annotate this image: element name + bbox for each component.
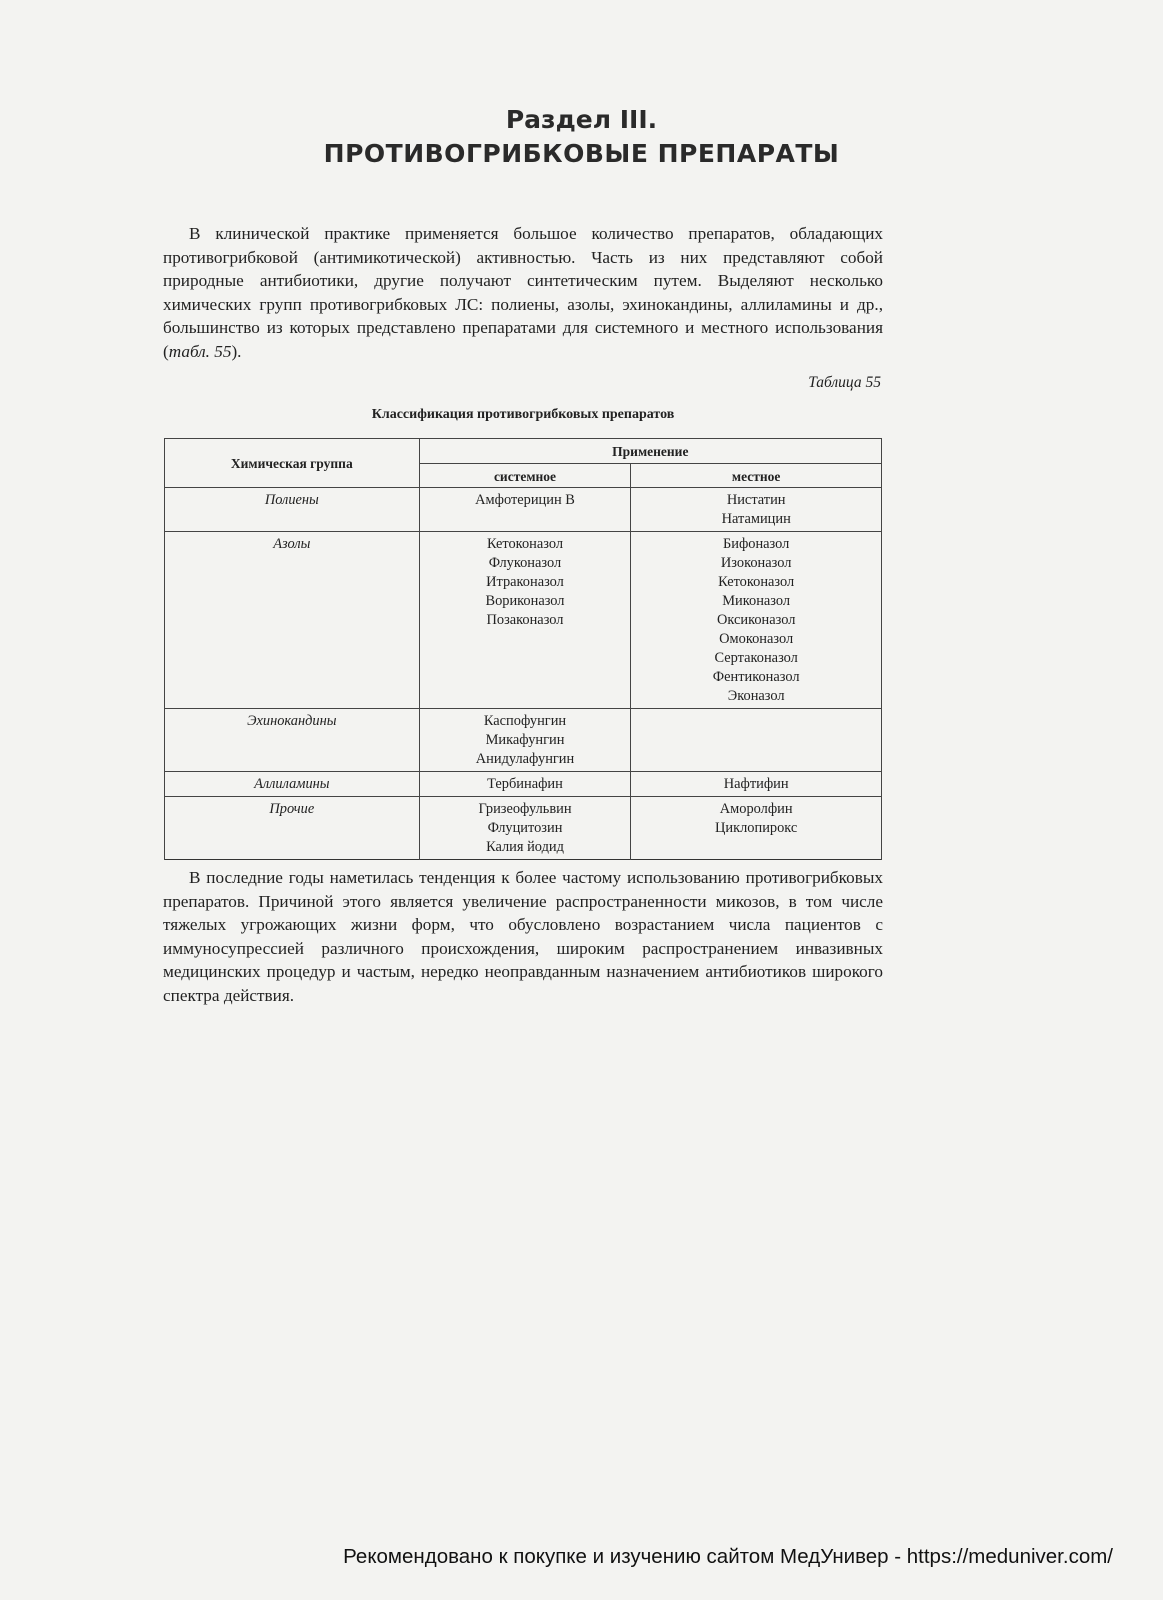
drug-name: Кетоконазол bbox=[486, 536, 564, 552]
section-number: Раздел III. bbox=[505, 105, 658, 134]
drug-name: Итраконазол bbox=[486, 574, 564, 590]
drug-name: Флуконазол bbox=[488, 555, 562, 571]
drug-name: Гризеофульвин bbox=[478, 801, 572, 817]
drug-name: Фентиконазол bbox=[712, 669, 800, 685]
header-application: Применение bbox=[419, 439, 881, 464]
chemical-group-cell: Эхинокандины bbox=[165, 709, 420, 772]
drug-name: Оксиконазол bbox=[716, 612, 796, 628]
local-drugs-cell bbox=[631, 709, 882, 772]
drug-name: Натамицин bbox=[721, 511, 791, 527]
table-caption: Классификация противогрибковых препаратов bbox=[371, 407, 675, 422]
systemic-drugs-cell bbox=[419, 709, 631, 772]
drug-name: Омоконазол bbox=[719, 631, 794, 647]
drug-name: Каспофунгин bbox=[483, 713, 567, 729]
drug-name: Микафунгин bbox=[485, 732, 565, 748]
table-number: Таблица 55 bbox=[808, 374, 881, 391]
header-systemic: системное bbox=[419, 464, 631, 488]
drug-name: Калия йодид bbox=[486, 839, 564, 855]
drug-name: Изоконазол bbox=[720, 555, 792, 571]
classification-table bbox=[164, 438, 882, 860]
table-row bbox=[165, 797, 882, 860]
drug-name: Циклопирокс bbox=[715, 820, 798, 836]
table-body bbox=[165, 488, 882, 860]
systemic-drugs-cell bbox=[419, 797, 631, 860]
table-row bbox=[165, 488, 882, 532]
chemical-group-cell: Прочие bbox=[165, 797, 420, 860]
drug-name: Эконазол bbox=[727, 688, 785, 704]
drug-name: Позаконазол bbox=[486, 612, 564, 628]
intro-end: ). bbox=[231, 341, 242, 361]
closing-text: В последние годы наметилась тенденция к более частому использованию противогрибковых препаратов. Причиной этого является увеличение распространенности микозов, в том числе тяжелых угрожающих жизни форм, что обусловлено возрастанием числа пациентов с иммуносупрессией различного происхождения, широким распространением инвазивных медицинских процедур и частым, нередко неоправданным назначением антибиотиков широкого спектра действия. bbox=[163, 868, 883, 1005]
intro-table-ref: табл. 55 bbox=[168, 341, 232, 361]
table-row bbox=[165, 709, 882, 772]
intro-paragraph bbox=[163, 222, 883, 364]
header-chemical-group: Химическая группа bbox=[165, 439, 420, 488]
systemic-drugs-cell bbox=[419, 772, 631, 797]
drug-name: Анидулафунгин bbox=[475, 751, 575, 767]
intro-text: В клинической практике применяется большое количество препаратов, обладающих противогрибковой (антимикотической) активностью. Часть из них представляют собой природные антибиотики, другие получают синтетическим путем. Выделяют несколько химических групп противогрибковых ЛС: полиены, азолы, эхинокандины, аллиламины и др., большинство из которых представлено препаратами для системного и местного использования ( bbox=[163, 224, 883, 361]
drug-name: Аморолфин bbox=[719, 801, 793, 817]
local-drugs-cell bbox=[631, 488, 882, 532]
closing-paragraph bbox=[163, 866, 883, 1008]
drug-name: Сертаконазол bbox=[714, 650, 798, 666]
drug-name: Тербинафин bbox=[487, 776, 563, 792]
drug-name: Нистатин bbox=[726, 492, 786, 508]
chemical-group-cell: Азолы bbox=[165, 532, 420, 709]
chemical-group-cell: Полиены bbox=[165, 488, 420, 532]
systemic-drugs-cell bbox=[419, 532, 631, 709]
local-drugs-cell bbox=[631, 772, 882, 797]
drug-name: Бифоназол bbox=[722, 536, 790, 552]
local-drugs-cell bbox=[631, 797, 882, 860]
section-heading bbox=[0, 103, 1163, 171]
local-drugs-cell bbox=[631, 532, 882, 709]
drug-name: Вориконазол bbox=[485, 593, 565, 609]
drug-name: Амфотерицин В bbox=[475, 492, 575, 508]
footer-watermark: Рекомендовано к покупке и изучению сайтом МедУнивер - https://meduniver.com/ bbox=[343, 1545, 1113, 1568]
header-local: местное bbox=[631, 464, 882, 488]
drug-name: Флуцитозин bbox=[487, 820, 563, 836]
systemic-drugs-cell bbox=[419, 488, 631, 532]
table-row bbox=[165, 532, 882, 709]
chemical-group-cell: Аллиламины bbox=[165, 772, 420, 797]
section-title: ПРОТИВОГРИБКОВЫЕ ПРЕПАРАТЫ bbox=[323, 139, 840, 168]
table-row bbox=[165, 772, 882, 797]
drug-name: Нафтифин bbox=[723, 776, 789, 792]
drug-name: Кетоконазол bbox=[718, 574, 795, 590]
drug-name: Миконазол bbox=[722, 593, 791, 609]
